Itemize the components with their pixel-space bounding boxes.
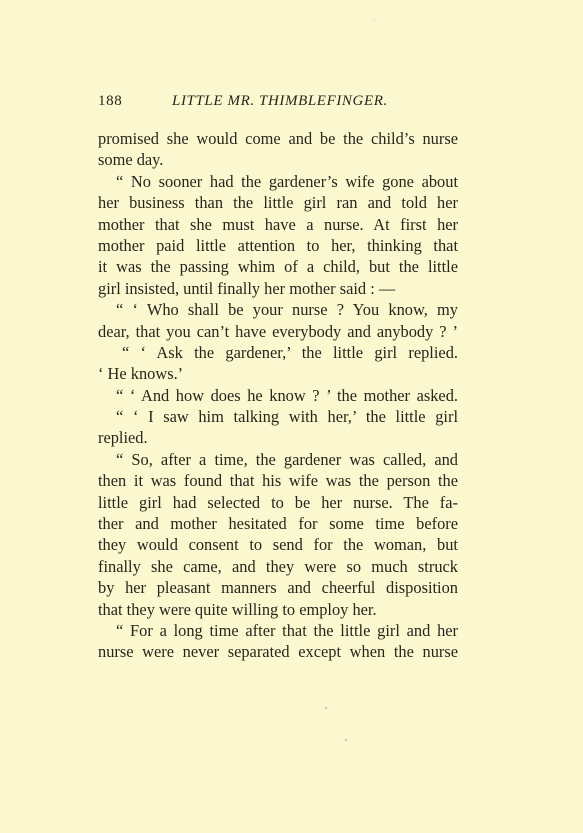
text-line: mother that she must have a nurse. At first her [98, 214, 458, 234]
page-number: 188 [98, 93, 123, 109]
text-line: by her pleasant manners and cheerful disposition [98, 578, 458, 598]
text-line: finally she came, and they were so much struck [98, 556, 458, 576]
paper-speck [345, 739, 347, 741]
text-line: dear, that you can’t have everybody and anybody ? ’ [98, 321, 458, 341]
text-line: that they were quite willing to employ her. [98, 599, 377, 619]
text-line: girl insisted, until finally her mother said : — [98, 278, 396, 298]
text-line: “ ‘ Who shall be your nurse ? You know, my [116, 300, 458, 320]
text-line: replied. [98, 428, 148, 448]
paper-speck [325, 707, 327, 709]
text-line: “ So, after a time, the gardener was called, and [116, 449, 458, 469]
text-line: some day. [98, 150, 164, 170]
text-line: “ For a long time after that the little girl and her [116, 620, 458, 640]
text-line: ‘ He knows.’ [98, 364, 184, 384]
body-text [98, 128, 458, 663]
page-header [98, 93, 458, 115]
text-line: it was the passing whim of a child, but the little [98, 257, 458, 277]
text-line: little girl had selected to be her nurse. The fa- [98, 492, 458, 512]
text-line: they would consent to send for the woman, but [98, 535, 458, 555]
text-line: then it was found that his wife was the person the [98, 471, 458, 491]
text-line: her business than the little girl ran and told her [98, 193, 458, 213]
text-line: nurse were never separated except when the nurse [98, 642, 458, 662]
paper-speck [374, 19, 375, 20]
text-line: “ ‘ I saw him talking with her,’ the little girl [116, 407, 458, 427]
text-line: “ ‘ Ask the gardener,’ the little girl replied. [122, 342, 458, 362]
running-title: LITTLE MR. THIMBLEFINGER. [172, 93, 388, 109]
text-line: “ ‘ And how does he know ? ’ the mother asked. [116, 385, 458, 405]
text-line: mother paid little attention to her, thinking that [98, 235, 458, 255]
text-line: promised she would come and be the child’s nurse [98, 129, 458, 148]
text-line: ther and mother hesitated for some time before [98, 514, 458, 534]
text-line: “ No sooner had the gardener’s wife gone about [116, 171, 458, 191]
